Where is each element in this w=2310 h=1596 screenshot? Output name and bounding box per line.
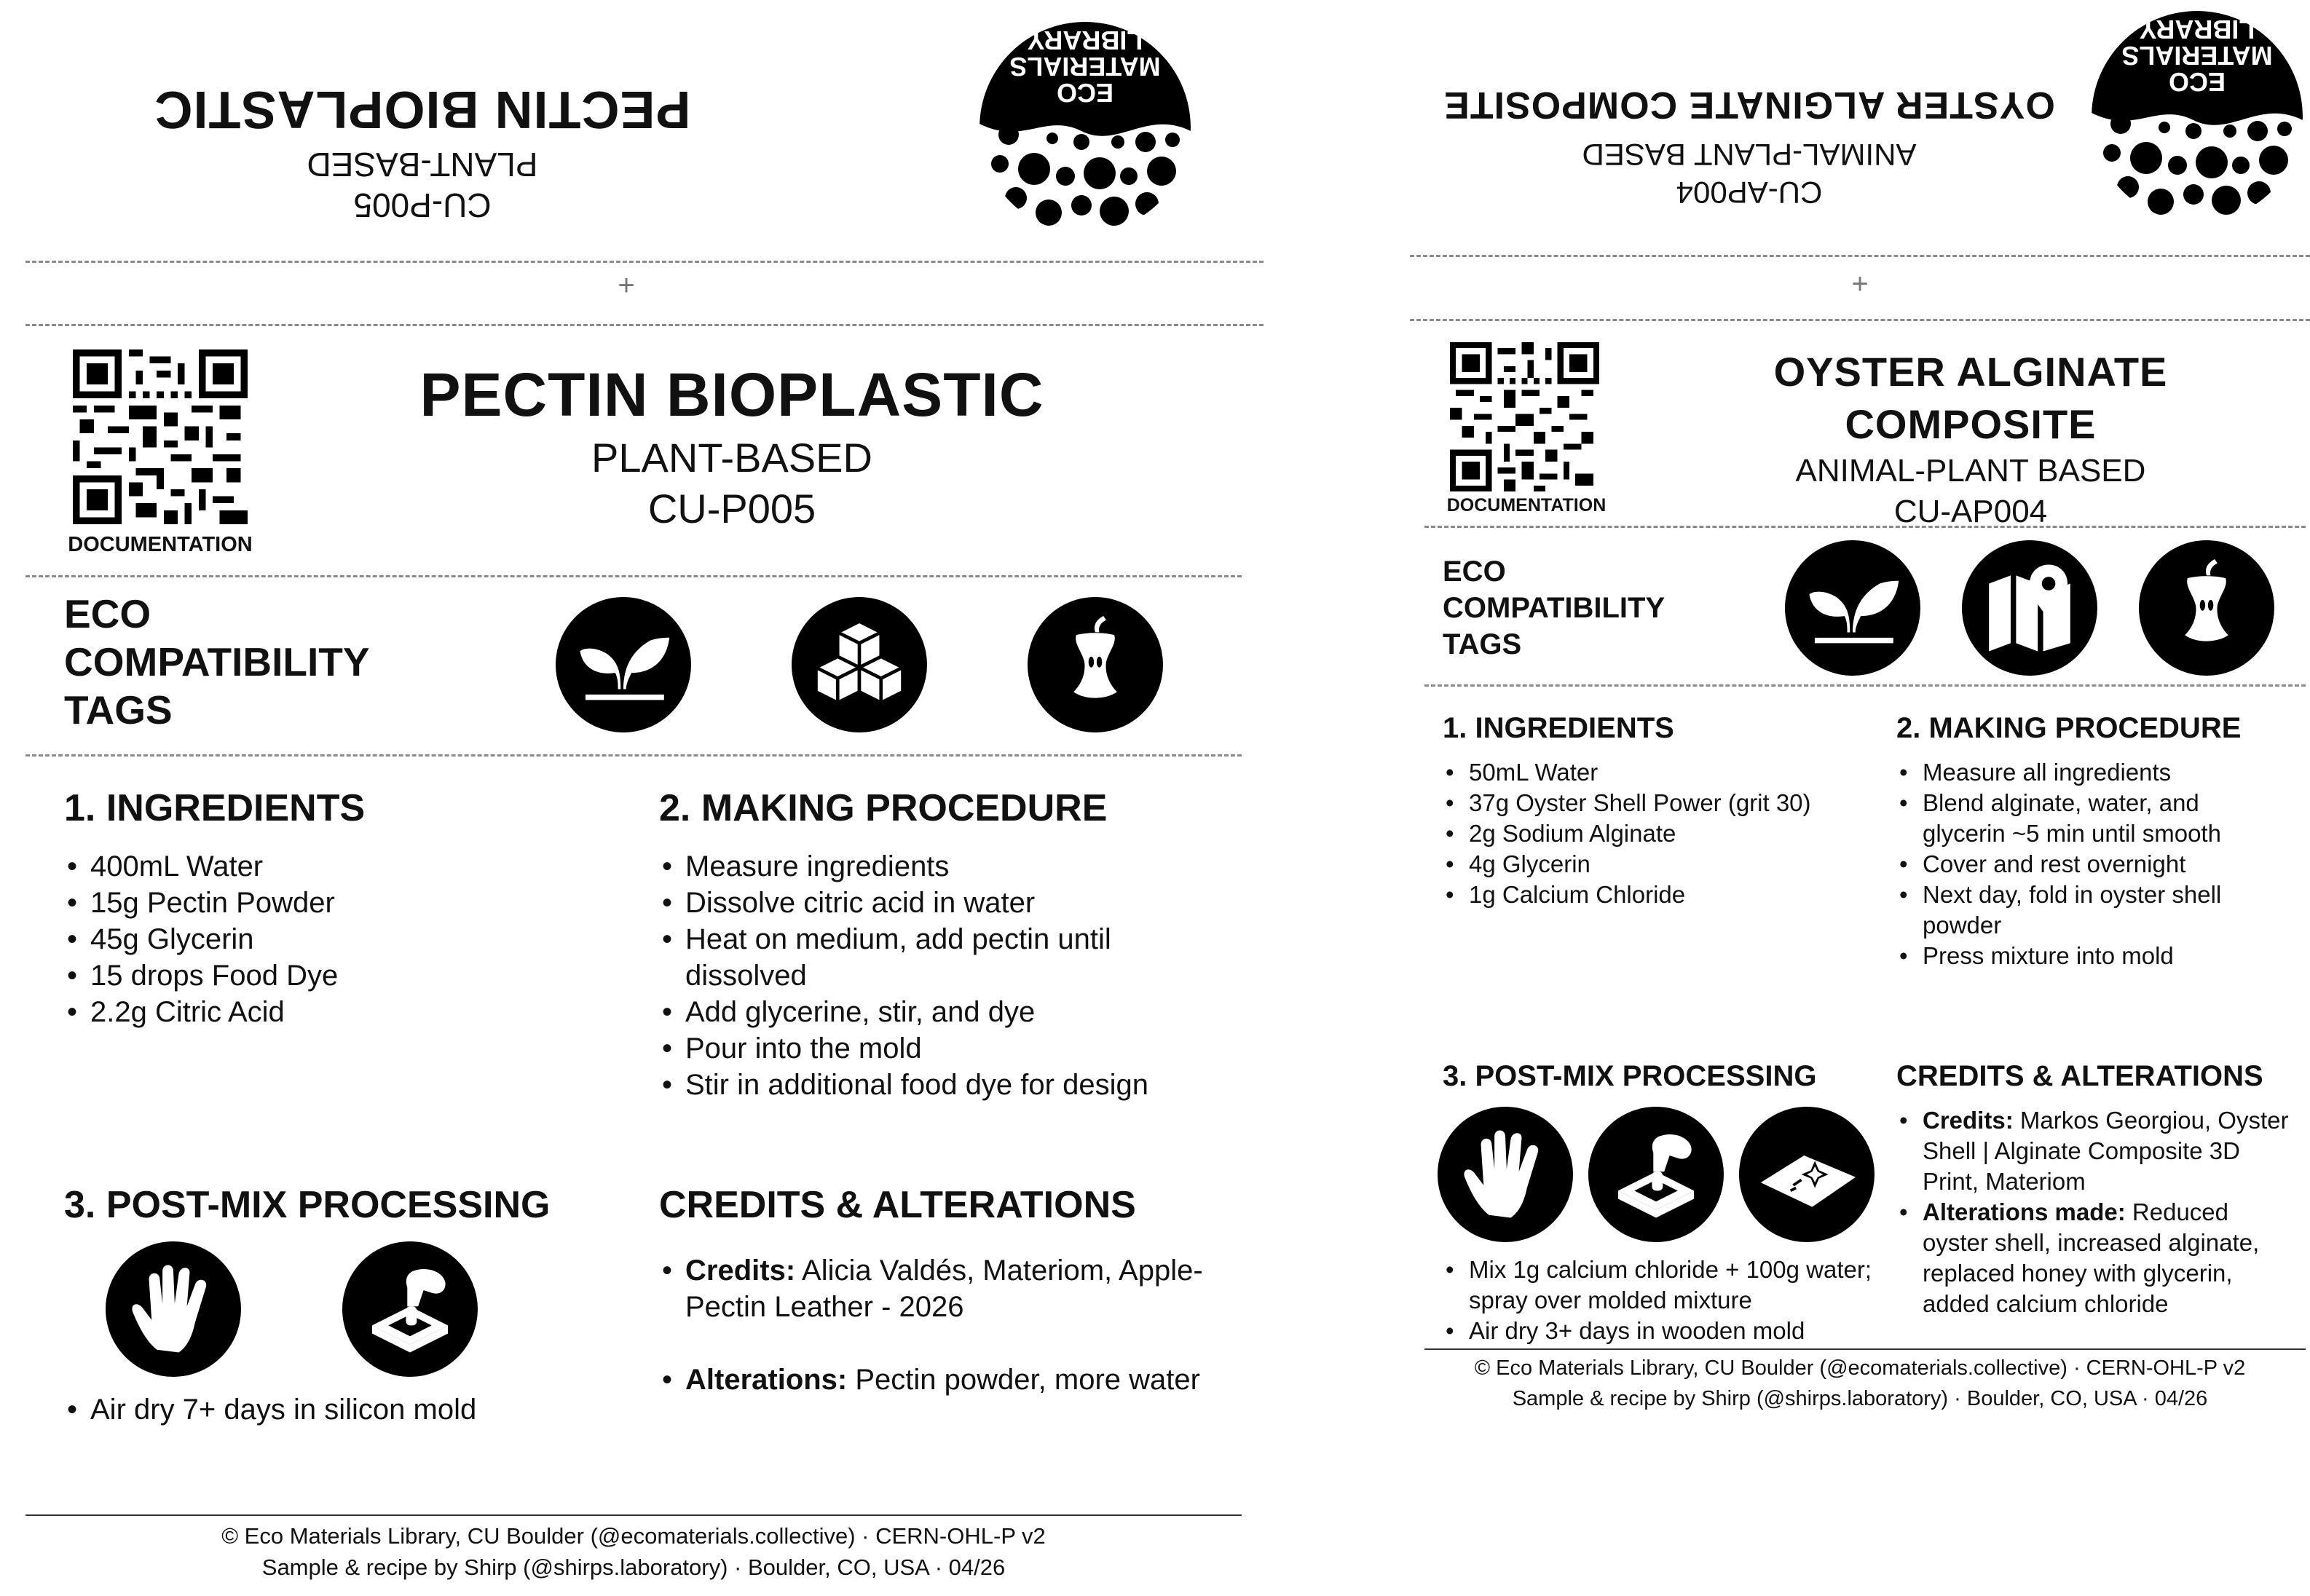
post-mix-list bbox=[64, 1391, 618, 1429]
ingredients-list bbox=[1443, 757, 1880, 910]
footer bbox=[25, 1520, 1242, 1583]
author-line: Sample & recipe by Shirp (@shirps.laboratory) · Boulder, CO, USA · 04/26 bbox=[261, 1554, 1006, 1580]
list-item: • 400mL Water bbox=[64, 848, 574, 885]
list-item: • Air dry 7+ days in silicon mold bbox=[64, 1391, 618, 1429]
documentation-qr-code[interactable] bbox=[73, 349, 248, 524]
procedure-heading: 2. MAKING PROCEDURE bbox=[1896, 712, 2242, 744]
list-item: • Mix 1g calcium chloride + 100g water; spray over molded mixture bbox=[1443, 1255, 1872, 1316]
crop-mark: + bbox=[1851, 268, 1869, 300]
material-code: CU-AP004 bbox=[1893, 494, 2048, 529]
flipped-title: PECTIN BIOPLASTIC bbox=[154, 80, 691, 138]
list-item: • 37g Oyster Shell Power (grit 30) bbox=[1443, 788, 1880, 818]
procedure-heading: 2. MAKING PROCEDURE bbox=[659, 787, 1108, 829]
fold-line bbox=[25, 324, 1264, 326]
oyster-card bbox=[1410, 0, 2310, 1596]
hand-icon bbox=[106, 1241, 241, 1377]
list-item: • 2g Sodium Alginate bbox=[1443, 818, 1880, 849]
list-item: • Cover and rest overnight bbox=[1896, 849, 2282, 880]
map-pin-icon bbox=[1962, 540, 2097, 676]
footer-rule bbox=[1424, 1348, 2306, 1350]
logo-line: MATERIALS bbox=[2121, 41, 2273, 71]
list-item: • Press mixture into mold bbox=[1896, 941, 2282, 971]
ingredients-heading: 1. INGREDIENTS bbox=[1443, 712, 1674, 744]
sprout-icon bbox=[1785, 540, 1920, 676]
pour-into-mold-icon bbox=[342, 1241, 478, 1377]
fold-line bbox=[1410, 255, 2310, 257]
material-title: PECTIN BIOPLASTIC bbox=[419, 360, 1044, 429]
list-item: • 2.2g Citric Acid bbox=[64, 994, 574, 1030]
credits-heading: CREDITS & ALTERATIONS bbox=[659, 1184, 1136, 1226]
flipped-category: ANIMAL-PLANT BASED bbox=[1582, 138, 1917, 172]
section-divider bbox=[25, 754, 1242, 756]
list-item: • Air dry 3+ days in wooden mold bbox=[1443, 1316, 1872, 1346]
sparkle-sheet-icon bbox=[1739, 1107, 1875, 1242]
material-code: CU-P005 bbox=[647, 486, 816, 532]
list-item: • 15g Pectin Powder bbox=[64, 885, 574, 921]
logo-line: LIBRARY bbox=[2139, 15, 2255, 44]
credits-item: • Credits: Alicia Valdés, Materiom, Apple-Pectin Leather - 2026 bbox=[659, 1252, 1227, 1325]
cubes-icon bbox=[792, 597, 927, 732]
documentation-qr-code[interactable] bbox=[1450, 342, 1599, 491]
fold-line bbox=[1410, 319, 2310, 321]
post-mix-list bbox=[1443, 1255, 1872, 1346]
list-item: • Add glycerine, stir, and dye bbox=[659, 994, 1213, 1030]
list-item: • Measure ingredients bbox=[659, 848, 1213, 885]
list-item: • Heat on medium, add pectin until dissolved bbox=[659, 921, 1213, 994]
credits-list bbox=[659, 1252, 1227, 1398]
procedure-list bbox=[659, 848, 1213, 1103]
list-item: • Measure all ingredients bbox=[1896, 757, 2282, 788]
logo-line: ECO bbox=[1057, 78, 1114, 108]
apple-core-icon bbox=[2139, 540, 2274, 676]
apple-core-icon bbox=[1028, 597, 1163, 732]
logo-line: MATERIALS bbox=[1009, 52, 1161, 82]
credits-item: • Credits: Markos Georgiou, Oyster Shell | Alginate Composite 3D Print, Materiom bbox=[1896, 1105, 2290, 1197]
procedure-list bbox=[1896, 757, 2282, 971]
hand-icon bbox=[1438, 1107, 1573, 1242]
material-title: OYSTER ALGINATE COMPOSITE bbox=[1773, 349, 2168, 447]
crop-mark: + bbox=[618, 269, 635, 301]
qr-label: DOCUMENTATION bbox=[68, 533, 253, 556]
credits-list bbox=[1896, 1105, 2290, 1319]
eco-materials-logo bbox=[2092, 11, 2303, 222]
author-line: Sample & recipe by Shirp (@shirps.laboratory) · Boulder, CO, USA · 04/26 bbox=[1512, 1387, 2208, 1410]
post-mix-heading: 3. POST-MIX PROCESSING bbox=[64, 1184, 551, 1226]
pour-into-mold-icon bbox=[1588, 1107, 1724, 1242]
license-line: © Eco Materials Library, CU Boulder (@ecomaterials.collective) · CERN-OHL-P v2 bbox=[221, 1523, 1046, 1549]
alterations-item: • Alterations made: Reduced oyster shell, increased alginate, replaced honey with glycerin, added calcium chloride bbox=[1896, 1197, 2290, 1319]
footer bbox=[1410, 1353, 2310, 1414]
flipped-title: OYSTER ALGINATE COMPOSITE bbox=[1443, 84, 2055, 126]
list-item: • Blend alginate, water, and glycerin ~5 min until smooth bbox=[1896, 788, 2282, 849]
ingredients-list bbox=[64, 848, 574, 1030]
flipped-header bbox=[1410, 0, 2310, 255]
section-divider bbox=[1424, 526, 2306, 528]
list-item: • 50mL Water bbox=[1443, 757, 1880, 788]
credits-heading: CREDITS & ALTERATIONS bbox=[1896, 1060, 2263, 1092]
material-category: ANIMAL-PLANT BASED bbox=[1795, 453, 2146, 489]
post-mix-heading: 3. POST-MIX PROCESSING bbox=[1443, 1060, 1817, 1092]
list-item: • 45g Glycerin bbox=[64, 921, 574, 957]
logo-line: LIBRARY bbox=[1027, 25, 1143, 55]
section-divider bbox=[25, 575, 1242, 577]
fold-line bbox=[25, 261, 1264, 263]
flipped-code: CU-P005 bbox=[353, 186, 492, 224]
license-line: © Eco Materials Library, CU Boulder (@ecomaterials.collective) · CERN-OHL-P v2 bbox=[1474, 1356, 2246, 1380]
list-item: • Dissolve citric acid in water bbox=[659, 885, 1213, 921]
logo-line: ECO bbox=[2169, 67, 2226, 97]
sprout-icon bbox=[556, 597, 691, 732]
footer-rule bbox=[25, 1514, 1242, 1516]
qr-label: DOCUMENTATION bbox=[1446, 495, 1607, 515]
eco-materials-logo bbox=[979, 22, 1191, 233]
list-item: • Pour into the mold bbox=[659, 1030, 1213, 1067]
flipped-code: CU-AP004 bbox=[1676, 175, 1823, 210]
ingredients-heading: 1. INGREDIENTS bbox=[64, 787, 366, 829]
list-item: • 4g Glycerin bbox=[1443, 849, 1880, 880]
material-category: PLANT-BASED bbox=[591, 435, 872, 481]
list-item: • 1g Calcium Chloride bbox=[1443, 880, 1880, 910]
section-divider bbox=[1424, 684, 2306, 687]
eco-tags-heading: ECO COMPATIBILITY TAGS bbox=[64, 591, 370, 732]
list-item: • 15 drops Food Dye bbox=[64, 957, 574, 994]
flipped-header bbox=[0, 0, 1253, 262]
alterations-item: • Alterations: Pectin powder, more water bbox=[659, 1362, 1227, 1398]
eco-tags-heading: ECO COMPATIBILITY TAGS bbox=[1443, 556, 1666, 660]
list-item: • Next day, fold in oyster shell powder bbox=[1896, 880, 2282, 941]
list-item: • Stir in additional food dye for design bbox=[659, 1067, 1213, 1103]
flipped-category: PLANT-BASED bbox=[307, 146, 538, 183]
